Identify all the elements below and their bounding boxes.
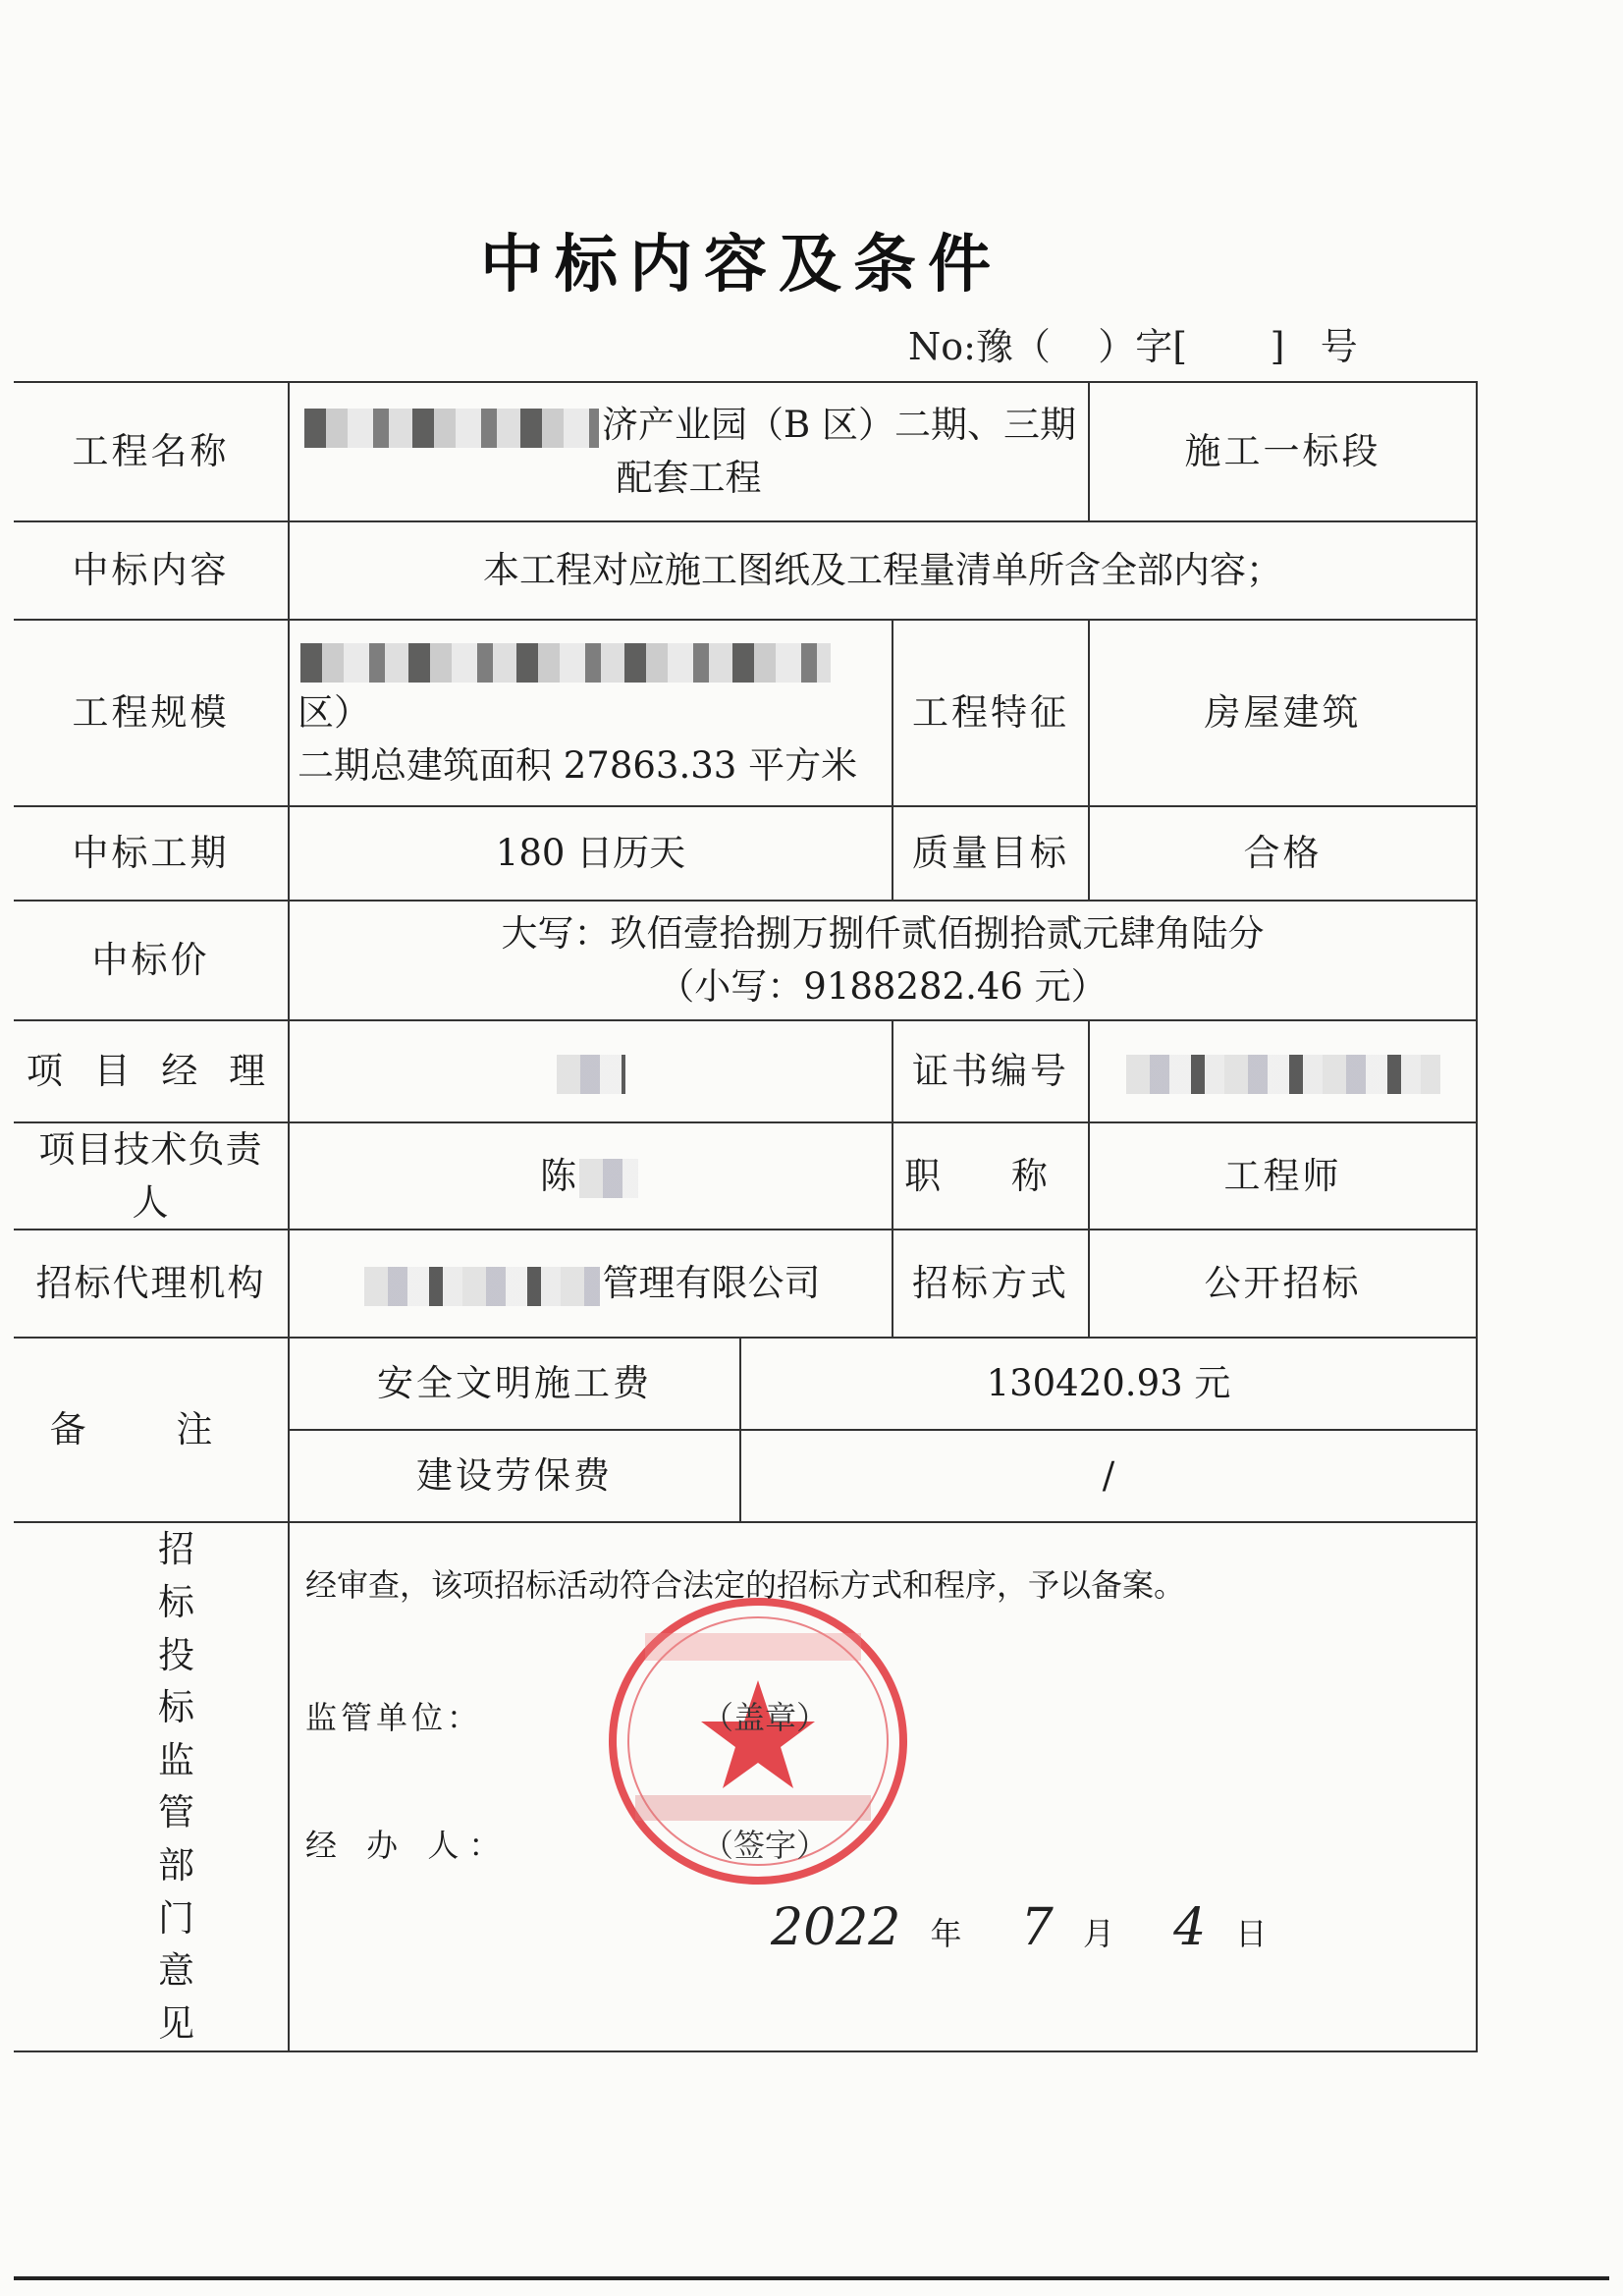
price-upper: 大写：玖佰壹拾捌万捌仟贰佰捌拾贰元肆角陆分 [501, 912, 1265, 956]
feature-value: 房屋建筑 [1089, 620, 1477, 806]
project-name-label: 工程名称 [14, 382, 289, 521]
row-tech-lead [14, 1122, 1477, 1230]
row-opinion [14, 1522, 1477, 2050]
scale-label: 工程规模 [14, 620, 289, 806]
bid-info-table [14, 381, 1478, 2052]
tech-lead-name: 陈 [289, 1122, 893, 1230]
bid-content-label: 中标内容 [14, 521, 289, 620]
manager-label: 项 目 经 理 [14, 1020, 289, 1122]
project-name-value: 济产业园（B 区）二期、三期 配套工程 [289, 382, 1089, 521]
row-remark-1 [14, 1338, 1477, 1430]
price-label: 中标价 [14, 901, 289, 1020]
period-label: 中标工期 [14, 806, 289, 901]
title-value: 工程师 [1089, 1122, 1477, 1230]
remark-item-value: 130420.93 元 [740, 1338, 1477, 1430]
redacted-block [364, 1267, 600, 1306]
project-section: 施工一标段 [1089, 382, 1477, 521]
remarks-label: 备 注 [14, 1338, 289, 1522]
feature-label: 工程特征 [893, 620, 1089, 806]
price-lower: （小写：9188282.46 元） [658, 965, 1108, 1008]
row-agency [14, 1230, 1477, 1338]
remark-item-name: 建设劳保费 [289, 1430, 740, 1522]
date-year: 2022 [771, 1898, 901, 1958]
seal-text-redacted [645, 1633, 861, 1661]
cert-label: 证书编号 [893, 1020, 1089, 1122]
sign-label: （签字） [702, 1827, 829, 1865]
quality-value: 合格 [1089, 806, 1477, 901]
redacted-block [300, 643, 831, 683]
method-value: 公开招标 [1089, 1230, 1477, 1338]
row-bid-content [14, 521, 1477, 620]
tech-lead-label: 项目技术负责人 [14, 1122, 289, 1230]
price-value [289, 901, 1477, 1020]
seal-text-redacted [635, 1795, 871, 1821]
agency-label: 招标代理机构 [14, 1230, 289, 1338]
scale-value: 区） 二期总建筑面积 27863.33 平方米 [289, 620, 893, 806]
opinion-body [289, 1522, 1477, 2050]
row-project-name [14, 382, 1477, 521]
opinion-label-line: 意见 [158, 1949, 194, 2046]
opinion-label-line: 部门 [158, 1844, 194, 1940]
quality-label: 质量目标 [893, 806, 1089, 901]
redacted-block [304, 409, 599, 448]
date-month: 7 [1020, 1898, 1054, 1958]
method-label: 招标方式 [893, 1230, 1089, 1338]
redacted-block [579, 1159, 638, 1198]
opinion-text: 经审查，该项招标活动符合法定的招标方式和程序，予以备案。 [305, 1566, 1186, 1605]
bid-content-value: 本工程对应施工图纸及工程量清单所含全部内容； [289, 521, 1477, 620]
page-bottom-edge [14, 2276, 1609, 2280]
remark-item-name: 安全文明施工费 [289, 1338, 740, 1430]
manager-name [289, 1020, 893, 1122]
redacted-block [557, 1055, 625, 1094]
approval-date: 2022 年 7 月 4 日 [771, 1898, 1268, 1958]
period-value: 180 日历天 [289, 806, 893, 901]
date-day: 4 [1173, 1898, 1207, 1958]
opinion-label-line: 招标 [158, 1528, 194, 1623]
document-number: No:豫（ ）字[ ] 号 [908, 325, 1358, 368]
opinion-label [14, 1522, 289, 2050]
agency-value: 管理有限公司 [289, 1230, 893, 1338]
row-scale [14, 620, 1477, 806]
row-price [14, 901, 1477, 1020]
seal-label: （盖章） [702, 1699, 829, 1737]
title-label: 职 称 [893, 1122, 1089, 1230]
document-title: 中标内容及条件 [480, 229, 1002, 301]
redacted-block [1126, 1055, 1440, 1094]
row-period [14, 806, 1477, 901]
remark-item-value: / [740, 1430, 1477, 1522]
row-manager [14, 1020, 1477, 1122]
supervising-unit-label: 监管单位： [305, 1699, 483, 1737]
opinion-label-line: 监管 [158, 1738, 194, 1834]
cert-value [1089, 1020, 1477, 1122]
opinion-label-line: 投标 [158, 1633, 194, 1729]
handler-label: 经 办 人： [305, 1827, 511, 1865]
